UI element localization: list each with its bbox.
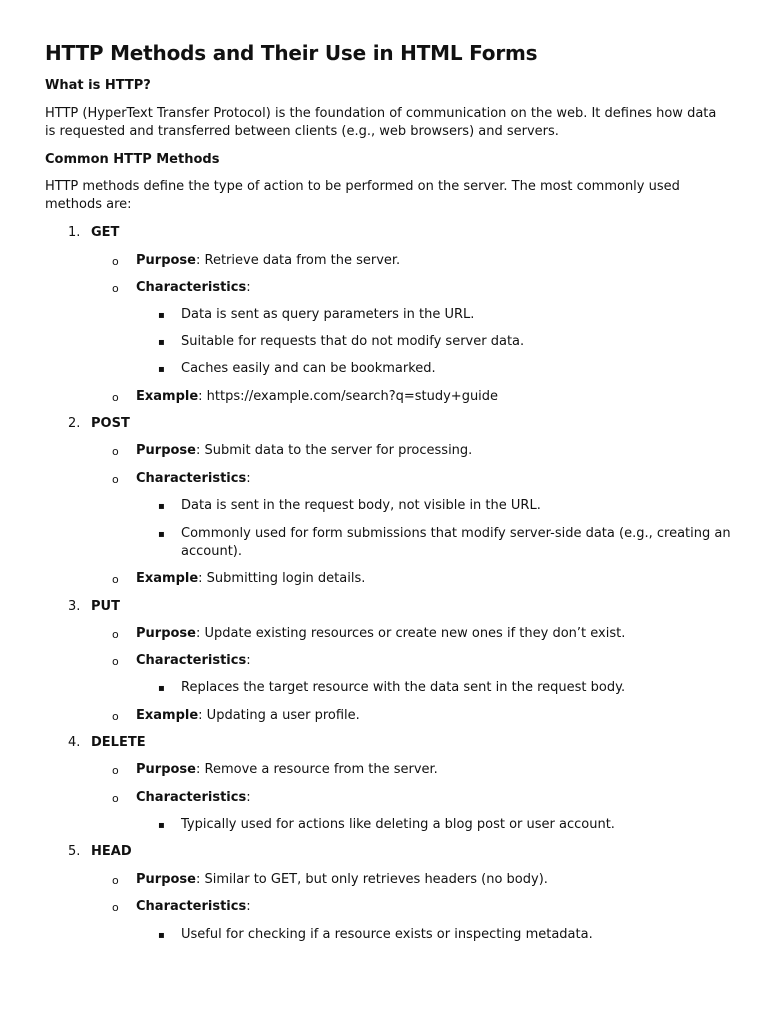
page-title: HTTP Methods and Their Use in HTML Forms: [45, 41, 538, 65]
circle-bullet: o: [112, 282, 119, 295]
post-example: Example: Submitting login details.: [136, 571, 366, 586]
square-bullet: ▪: [158, 683, 165, 694]
post-characteristic-item: Commonly used for form submissions that modify server-side data (e.g., creating an account).: [181, 526, 731, 559]
circle-bullet: o: [112, 710, 119, 723]
method-name-head: HEAD: [91, 844, 132, 859]
common-heading: Common HTTP Methods: [45, 152, 220, 167]
get-example: Example: https://example.com/search?q=study+guide: [136, 389, 499, 404]
method-name-get: GET: [91, 225, 120, 240]
head-purpose: Purpose: Similar to GET, but only retrieves headers (no body).: [136, 872, 548, 887]
square-bullet: ▪: [158, 529, 165, 540]
put-characteristic-item: Replaces the target resource with the data sent in the request body.: [181, 680, 626, 695]
get-characteristic-item: Data is sent as query parameters in the URL.: [181, 307, 475, 322]
circle-bullet: o: [112, 764, 119, 777]
what-paragraph: HTTP (HyperText Transfer Protocol) is the foundation of communication on the web. It defines how data is requested and transferred between clients (e.g., web browsers) and servers.: [45, 106, 717, 139]
get-characteristic-item: Suitable for requests that do not modify server data.: [181, 334, 525, 349]
method-number: 4.: [68, 735, 81, 750]
post-characteristic-item: Data is sent in the request body, not visible in the URL.: [181, 498, 541, 513]
put-purpose: Purpose: Update existing resources or create new ones if they don’t exist.: [136, 626, 626, 641]
method-name-delete: DELETE: [91, 735, 146, 750]
square-bullet: ▪: [158, 820, 165, 831]
circle-bullet: o: [112, 874, 119, 887]
circle-bullet: o: [112, 655, 119, 668]
get-characteristic-item: Caches easily and can be bookmarked.: [181, 361, 436, 376]
square-bullet: ▪: [158, 310, 165, 321]
method-number: 2.: [68, 416, 81, 431]
circle-bullet: o: [112, 473, 119, 486]
method-number: 1.: [68, 225, 81, 240]
delete-characteristics-label: Characteristics:: [136, 790, 251, 805]
circle-bullet: o: [112, 901, 119, 914]
put-example: Example: Updating a user profile.: [136, 708, 360, 723]
circle-bullet: o: [112, 255, 119, 268]
square-bullet: ▪: [158, 930, 165, 941]
circle-bullet: o: [112, 792, 119, 805]
delete-characteristic-item: Typically used for actions like deleting a blog post or user account.: [181, 817, 615, 832]
circle-bullet: o: [112, 391, 119, 404]
circle-bullet: o: [112, 628, 119, 641]
square-bullet: ▪: [158, 337, 165, 348]
head-characteristic-item: Useful for checking if a resource exists or inspecting metadata.: [181, 927, 593, 942]
common-paragraph: HTTP methods define the type of action to be performed on the server. The most commonly used methods are:: [45, 179, 680, 212]
get-purpose: Purpose: Retrieve data from the server.: [136, 253, 401, 268]
head-characteristics-label: Characteristics:: [136, 899, 251, 914]
method-name-post: POST: [91, 416, 130, 431]
method-name-put: PUT: [91, 599, 120, 614]
put-characteristics-label: Characteristics:: [136, 653, 251, 668]
circle-bullet: o: [112, 573, 119, 586]
circle-bullet: o: [112, 445, 119, 458]
delete-purpose: Purpose: Remove a resource from the server.: [136, 762, 438, 777]
get-characteristics-label: Characteristics:: [136, 280, 251, 295]
method-number: 3.: [68, 599, 81, 614]
method-number: 5.: [68, 844, 81, 859]
square-bullet: ▪: [158, 501, 165, 512]
square-bullet: ▪: [158, 364, 165, 375]
post-purpose: Purpose: Submit data to the server for processing.: [136, 443, 473, 458]
what-heading: What is HTTP?: [45, 78, 151, 93]
post-characteristics-label: Characteristics:: [136, 471, 251, 486]
